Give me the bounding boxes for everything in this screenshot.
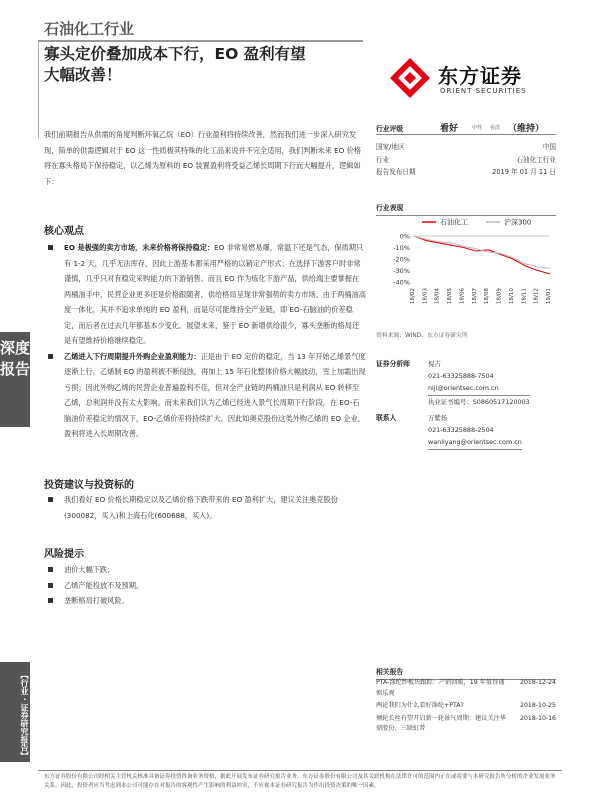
contact-name: 万紫扬 [428, 414, 448, 422]
x-tick-label: 18/03 [422, 288, 429, 305]
report-title: 寡头定价叠加成本下行，EO 盈利有望 大幅改善！ [44, 45, 306, 84]
brand-name-cn: 东方证券 [438, 64, 522, 88]
performance-chart [380, 214, 556, 314]
x-tick-label: 18/02 [410, 288, 416, 305]
legend-entry: 沪深300 [504, 218, 532, 227]
list-item[interactable]: 倾轮长丝有望开启新一轮景气周期：建议关注华鼎股份、三联虹普 2018-10-16 [376, 714, 556, 732]
brand-name-en: ORIENT SECURITIES [440, 87, 527, 95]
brand-logo [388, 56, 558, 106]
risk-heading: 风险提示 [44, 549, 84, 560]
info-row-industry: 行业 石油化工行业 [376, 155, 556, 164]
rating-bar [376, 121, 556, 135]
x-tick-label: 18/10 [508, 288, 515, 305]
related-list [376, 678, 556, 737]
list-item[interactable]: PTA-涤纶纱板块跟踪：产销回暖，19 年值得谨慎乐观 2018-12-24 [376, 679, 556, 697]
sector-label: 石油化工行业 [44, 20, 135, 38]
contact-details [428, 412, 522, 450]
header-left-rule [38, 40, 39, 138]
y-tick-label: -20% [393, 255, 410, 264]
list-item[interactable]: 两论我们为什么看好涤纶+PTA? 2018-10-25 [376, 702, 556, 709]
x-tick-label: 18/07 [471, 288, 478, 305]
intro-paragraph: 我们前期报告从供需的角度判断环氧乙烷（EO）行业盈利将持续改善，然而我们进一步深入研究发现，简单的供需逻辑对于 EO 这一性质极其特殊的化工品来说并不完全适用，我们判断未来 EO 价格将在寡头格局下保持稳定，以乙烯为原料的 EO 装置盈利将受益乙烯长周期下行而大幅提升，逻辑如下： [44, 130, 362, 186]
rating-neutral: 中性 [472, 125, 483, 131]
header-rule [38, 40, 363, 42]
contact-label: 联系人 [376, 414, 397, 422]
info-row-region: 国家/地区 中国 [376, 143, 556, 152]
related-heading: 相关报告 [376, 666, 556, 680]
list-item: 垄断格局打破风险。 [44, 593, 366, 609]
report-type-band: 深度报告 [0, 332, 30, 427]
x-tick-label: 18/11 [521, 288, 528, 305]
list-item: EO 是极强的卖方市场，未来价格将保持稳定：EO 非常易燃易爆，常温下还是气态，保质期只有 1-2 天，几乎无法库存，因此上游基本都采用严格的以销定产形式；在选择下游客户时非常谨慎，几乎只对有稳定采购能力的下游销售。而且 EO 作为炼化下游产品，供给端主要掌握在两桶油手中，民营企业更多还是价格跟随者，供给格局呈现非常强势的卖方市场。由于两桶油高度一体化，其并不追求单纯的 EO 盈利，而是尽可能维持全产业链，即 EO-石脑油的价差稳定，而后者在过去几年都基本少变化。展望未来，鉴于 EO 新增供给很少，寡头垄断的格局还是有望维持价格继续稳定。 [44, 240, 366, 349]
rating-status: （维持） [508, 124, 545, 134]
contact-block [376, 412, 556, 452]
y-tick-label: -10% [393, 244, 410, 252]
performance-source: 资料来源：WIND、东方证券研究所 [376, 333, 468, 339]
contact-email[interactable]: wanliyang@orientsec.com.cn [428, 436, 522, 449]
report-category-band: 【行业 · 证券研究报告】 [0, 662, 30, 762]
footer-rule [38, 770, 562, 771]
x-tick-label: 18/08 [484, 288, 491, 305]
brand-mark-icon [388, 56, 432, 100]
list-item: 乙烯进入下行周期提升外购企业盈利能力：正是由于 EO 定价的稳定，当 13 年开始乙烯景气度逐渐上行，乙烯制 EO 的盈利被不断侵蚀，再加上 15 年石化整体价格大幅波动，雪上加霜出现亏损；因此外购乙烯的民营企业普遍盈利不佳，但对全产业链的两桶油只是利润从 EO 转移至乙烯，总利润并没有太大影响。而未来我们认为乙烯已经进入景气长周期下行阶段，在 EO-石脑油价差稳定的情况下，EO-乙烯价差将持续扩大，因此如奥克股份这类外购乙烯的 EO 企业，盈利将进入长周期改善。 [44, 349, 366, 442]
x-tick-label: 19/01 [546, 288, 552, 305]
contact-tel: 021-63325888-2504 [428, 426, 494, 435]
disclaimer: 东方证券股份有限公司经相关主管机关核准具备证券投资咨询业务资格，据此开展发布证券研究报告业务。东方证券股份有限公司及其关联机构在法律许可的范围内正在或将要与本研究报告所分析的企业发展业务关系。因此，投资者应当考虑到本公司可能存在对报告的客观性产生影响的利益冲突，不应视本证券研究报告为作出投资决策的唯一因素。 [44, 774, 556, 789]
info-row-date: 报告发布日期 2019 年 01 月 11 日 [376, 168, 556, 177]
performance-heading: 行业表现 [376, 202, 556, 216]
analyst-email[interactable]: niji@orientsec.com.cn [428, 382, 530, 395]
y-tick-label: -40% [393, 278, 410, 287]
analyst-cert: 执业证书编号：S0860517120003 [428, 397, 530, 406]
y-tick-label: -30% [393, 267, 410, 275]
list-item: 乙烯产能投放不及预期。 [44, 578, 366, 594]
x-tick-label: 18/05 [447, 288, 454, 305]
list-item: 油价大幅下跌； [44, 562, 366, 578]
analyst-tel: 021-63325888-7504 [428, 372, 494, 381]
rating-negative: 看淡 [490, 125, 501, 131]
analyst-details [428, 358, 530, 408]
invest-bullets [44, 492, 366, 523]
core-bullets [44, 240, 366, 442]
invest-heading: 投资建议与投资标的 [44, 480, 134, 491]
x-tick-label: 18/06 [459, 288, 466, 305]
x-tick-label: 18/09 [496, 288, 503, 305]
report-info [376, 140, 556, 178]
rating-label: 行业评级 [376, 124, 404, 133]
core-heading: 核心观点 [44, 226, 84, 237]
series-line [414, 236, 550, 268]
list-item: 我们看好 EO 价格长期稳定以及乙烯价格下跌带来的 EO 盈利扩大，建议关注奥克股份(300082，买入)和上海石化(600688，买入)。 [44, 492, 366, 523]
rating-value: 看好 [440, 124, 459, 134]
x-tick-label: 18/04 [434, 288, 441, 305]
y-tick-label: 0% [399, 232, 410, 241]
risk-bullets [44, 562, 366, 609]
x-tick-label: 18/12 [533, 288, 540, 305]
analyst-block [376, 358, 556, 418]
analyst-label: 证券分析师 [376, 360, 410, 368]
analyst-name: 倪吉 [428, 360, 441, 368]
series-line [414, 236, 550, 274]
legend-entry: 石油化工 [440, 218, 468, 227]
